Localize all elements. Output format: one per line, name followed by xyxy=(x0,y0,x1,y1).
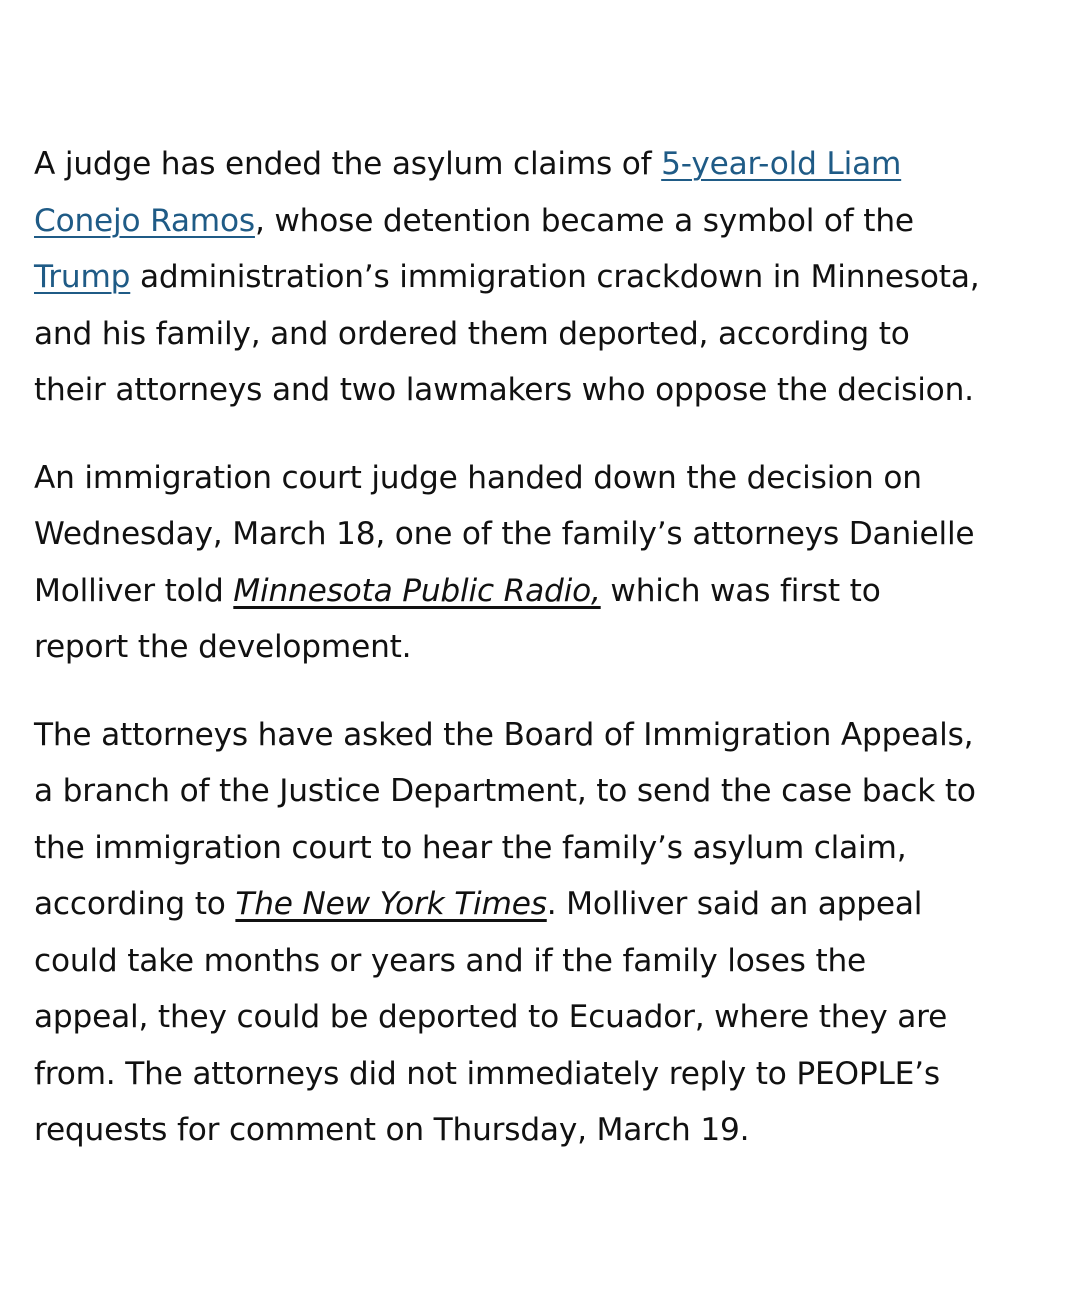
text: A judge has ended the asylum claims of xyxy=(34,146,662,182)
paragraph-1 xyxy=(34,136,1054,419)
text: which was first to xyxy=(600,572,881,609)
text-line xyxy=(34,563,1044,620)
text-line: a branch of the Justice Department, to send the case back to xyxy=(34,773,976,809)
text-line: report the development. xyxy=(34,629,412,665)
paragraph-2 xyxy=(34,450,1054,676)
text-line: and his family, and ordered them deported, according to xyxy=(34,315,910,352)
text-line: the immigration court to hear the family’s asylum claim, xyxy=(34,829,907,866)
paragraph-3 xyxy=(34,707,1054,1159)
text: . Molliver said an appeal xyxy=(546,886,923,922)
text: according to xyxy=(34,886,236,922)
text-line xyxy=(34,249,1044,306)
article-body xyxy=(34,136,1054,1190)
text-line: Wednesday, March 18, one of the family’s attorneys Danielle xyxy=(34,516,975,552)
text-line: from. The attorneys did not immediately reply to PEOPLE’s xyxy=(34,1055,940,1092)
text: administration’s immigration crackdown in Minnesota, xyxy=(130,259,980,295)
text-line: An immigration court judge handed down the decision on xyxy=(34,459,922,496)
text: , whose detention became a symbol of the xyxy=(254,202,914,239)
text-line: appeal, they could be deported to Ecuador, where they are xyxy=(34,999,948,1035)
text-line: The attorneys have asked the Board of Immigration Appeals, xyxy=(34,716,974,753)
link-minnesota-public-radio[interactable]: Minnesota Public Radio, xyxy=(233,572,601,609)
text-line: their attorneys and two lawmakers who oppose the decision. xyxy=(34,372,974,408)
link-trump[interactable]: Trump xyxy=(34,259,131,295)
text-line: could take months or years and if the family loses the xyxy=(34,942,867,979)
text-line xyxy=(34,193,1044,250)
link-liam-conejo-ramos-cont[interactable]: Conejo Ramos xyxy=(34,202,255,239)
text: Molliver told xyxy=(34,572,234,609)
text-line xyxy=(34,876,1044,933)
text-line: requests for comment on Thursday, March 19. xyxy=(34,1112,750,1148)
text-line xyxy=(34,136,1044,193)
link-new-york-times[interactable]: The New York Times xyxy=(235,886,547,922)
link-liam-conejo-ramos[interactable]: 5-year-old Liam xyxy=(661,146,902,182)
